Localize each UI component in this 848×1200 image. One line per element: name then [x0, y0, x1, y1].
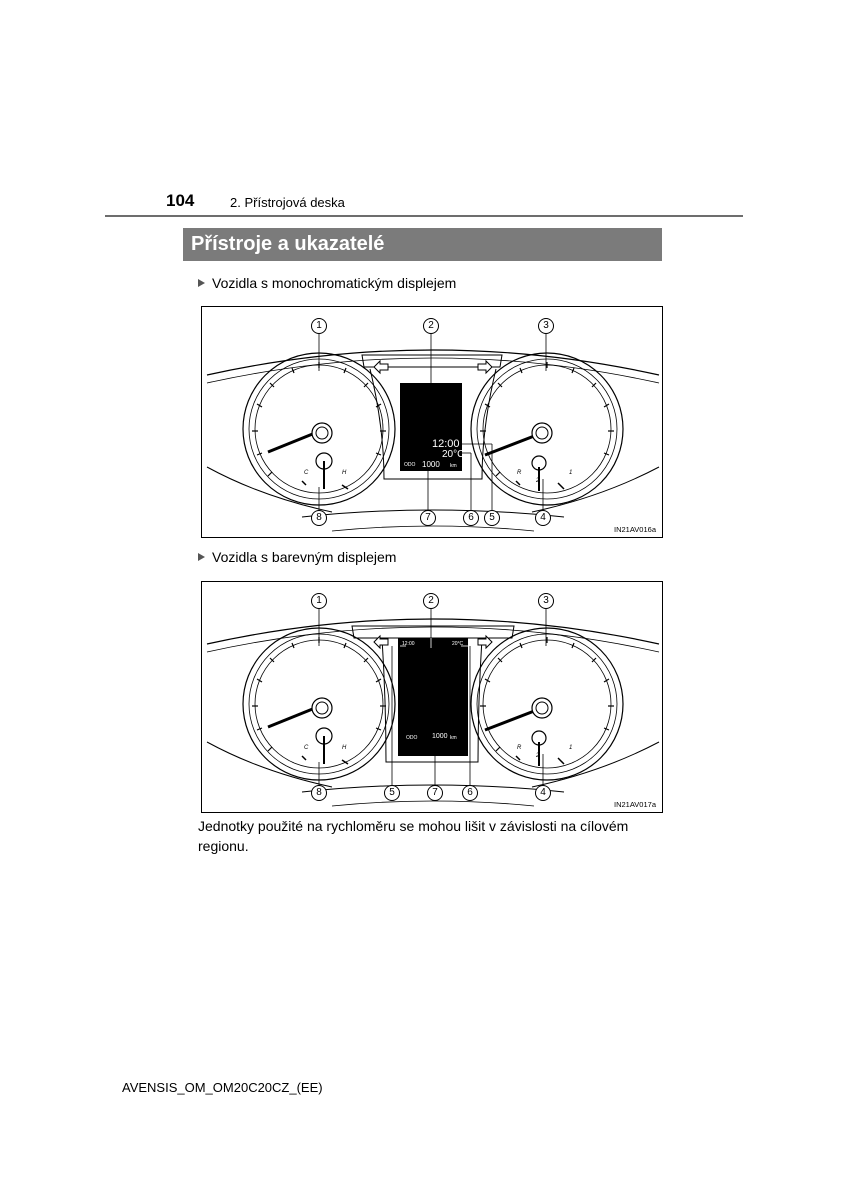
figure-2-caption — [198, 549, 396, 565]
figure-1-instrument-cluster — [201, 306, 663, 538]
gauge-letter-c: C — [304, 470, 309, 476]
right-gauge-ticks — [480, 637, 614, 751]
callout-2: 2 — [423, 593, 439, 609]
gauge-letter-h: H — [342, 745, 347, 751]
callout-7: 7 — [420, 510, 436, 526]
cluster-drawing — [202, 582, 663, 813]
figure-1-caption — [198, 275, 456, 291]
callout-3: 3 — [538, 593, 554, 609]
callout-4: 4 — [535, 785, 551, 801]
display-temperature: 20°C — [442, 449, 465, 460]
callout-5: 5 — [384, 785, 400, 801]
section-title: Přístroje a ukazatelé — [183, 228, 662, 261]
callout-7: 7 — [427, 785, 443, 801]
figure-2-caption-text: Vozidla s barevným displejem — [212, 549, 397, 565]
bullet-triangle-icon — [198, 553, 205, 561]
callout-2: 2 — [423, 318, 439, 334]
callout-5: 5 — [484, 510, 500, 526]
callout-8: 8 — [311, 785, 327, 801]
callout-4: 4 — [535, 510, 551, 526]
display-temperature: 20°C — [452, 641, 464, 647]
callout-1: 1 — [311, 593, 327, 609]
page-number: 104 — [166, 191, 195, 210]
display-odo-value: 1000 — [422, 460, 440, 469]
right-turn-arrow-icon — [478, 361, 492, 373]
display-odo-unit: km — [450, 735, 457, 741]
callout-3: 3 — [538, 318, 554, 334]
display-clock: 12:00 — [432, 438, 460, 450]
figure-code: IN21AV016a — [614, 525, 656, 534]
callout-1: 1 — [311, 318, 327, 334]
callout-8: 8 — [311, 510, 327, 526]
gauge-letter-two: 2 — [536, 478, 540, 484]
header-rule — [105, 215, 743, 217]
gauge-letter-one: 1 — [569, 470, 573, 476]
figure-2-instrument-cluster — [201, 581, 663, 813]
footer-code: AVENSIS_OM_OM20C20CZ_(EE) — [122, 1080, 323, 1095]
cluster-drawing — [202, 307, 663, 538]
display-odo-label: ODO — [406, 735, 418, 741]
left-turn-arrow-icon — [374, 361, 388, 373]
gauge-letter-r: R — [517, 470, 522, 476]
figure-1-caption-text: Vozidla s monochromatickým displejem — [212, 275, 457, 291]
bullet-triangle-icon — [198, 279, 205, 287]
gauge-letter-r: R — [517, 745, 522, 751]
gauge-letter-h: H — [342, 470, 347, 476]
gauge-letter-c: C — [304, 745, 309, 751]
gauge-letter-two: 2 — [536, 753, 540, 759]
figure-code: IN21AV017a — [614, 800, 656, 809]
chapter-title: 2. Přístrojová deska — [230, 195, 345, 210]
display-odo-unit: km — [450, 463, 457, 469]
display-odo-value: 1000 — [432, 733, 448, 740]
body-paragraph: Jednotky použité na rychloměru se mohou lišit v závislosti na cílovém regionu. — [198, 818, 629, 854]
callout-6: 6 — [463, 510, 479, 526]
gauge-letter-one: 1 — [569, 745, 573, 751]
callout-6: 6 — [462, 785, 478, 801]
right-gauge-ticks — [480, 362, 614, 476]
display-clock: 12:00 — [402, 641, 415, 647]
display-odo-label: ODO — [404, 462, 416, 468]
